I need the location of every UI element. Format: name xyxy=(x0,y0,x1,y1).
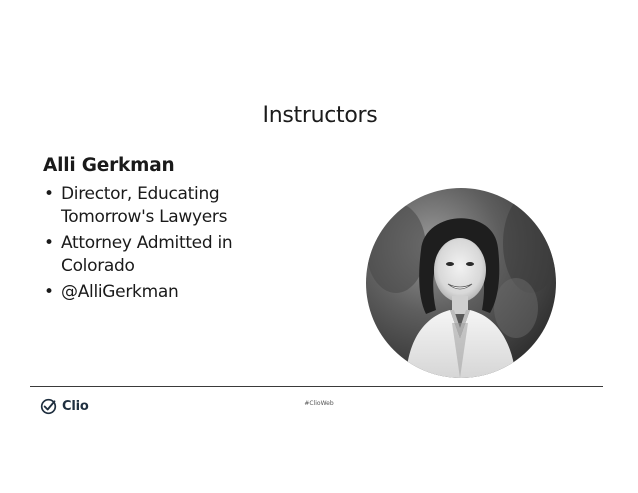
instructor-photo xyxy=(366,188,556,378)
logo-text: Clio xyxy=(62,399,89,414)
instructor-portrait-image xyxy=(366,188,556,378)
bullet-item-admission: • Attorney Admitted in Colorado xyxy=(43,232,273,278)
footer-hashtag: #ClioWeb xyxy=(304,400,334,407)
instructor-bullet-list xyxy=(43,183,273,307)
footer-divider xyxy=(30,386,603,387)
instructor-name: Alli Gerkman xyxy=(43,155,175,176)
bullet-item-handle: • @AlliGerkman xyxy=(43,281,273,304)
bullet-item-title: • Director, Educating Tomorrow's Lawyers xyxy=(43,183,273,229)
slide-title: Instructors xyxy=(262,103,378,128)
